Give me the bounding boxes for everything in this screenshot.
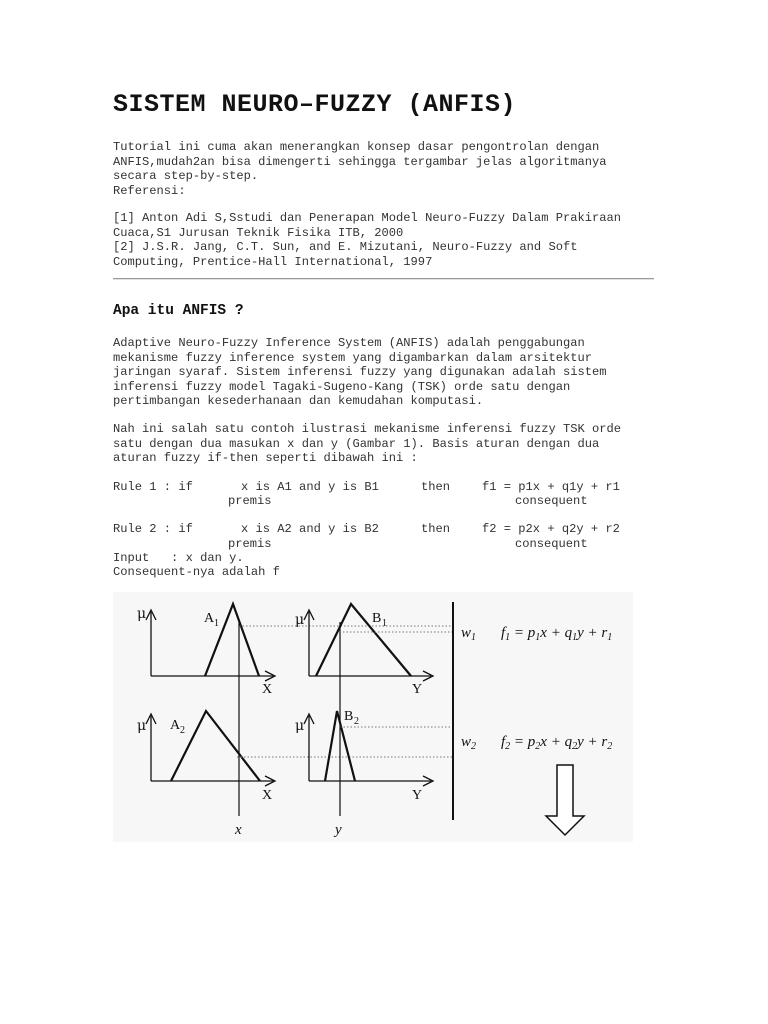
paragraph-tsk-example [113, 422, 621, 466]
references-list [113, 211, 621, 269]
label-a: A [204, 611, 215, 626]
intro-text [113, 140, 607, 198]
rule1-consequent-label: consequent [515, 494, 588, 508]
label-x: X [262, 682, 273, 697]
intro-line: Tutorial ini cuma akan menerangkan konsep dasar pengontrolan dengan [113, 140, 600, 154]
paragraph-line: jaringan syaraf. Sistem inferensi fuzzy yang digunakan adalah sistem [113, 365, 607, 379]
input-x-label: x [235, 822, 242, 838]
horizontal-divider [113, 278, 654, 280]
mu-label: μ [137, 718, 147, 734]
label-a-sub: 2 [180, 725, 185, 736]
label-x: X [262, 788, 273, 803]
reference-line: Cuaca,S1 Jurusan Teknik Fisika ITB, 2000 [113, 225, 404, 240]
rule1-premise: x is A1 and y is B1 [241, 480, 379, 494]
section-heading: Apa itu ANFIS ? [113, 303, 244, 319]
anfis-diagram [113, 592, 633, 842]
intro-line: Referensi: [113, 183, 186, 198]
equation-f2: $f_2 = p_2x + q_2y + r_2$ [501, 734, 613, 752]
consequent-line: Consequent-nya adalah f [113, 565, 280, 579]
mu-label: μ [137, 606, 147, 622]
w2-label: $w_2$ [461, 734, 477, 752]
label-b: B [344, 709, 354, 724]
input-y-label: y [335, 822, 342, 838]
label-y: Y [412, 682, 423, 697]
reference-line: [1] Anton Adi S,Sstudi dan Penerapan Model Neuro-Fuzzy Dalam Prakiraan [113, 211, 622, 225]
rule2-premise: x is A2 and y is B2 [241, 522, 379, 536]
document-title: SISTEM NEURO–FUZZY (ANFIS) [113, 90, 517, 119]
paragraph-anfis-definition [113, 336, 607, 409]
intro-line: ANFIS,mudah2an bisa dimengerti sehingga tergambar jelas algoritmanya [113, 154, 607, 169]
label-a-sub: 1 [214, 618, 219, 629]
paragraph-line: inferensi fuzzy model Tagaki-Sugeno-Kang (TSK) orde satu dengan [113, 379, 571, 394]
input-line: Input : x dan y. [113, 551, 244, 565]
rule2-consequent-label: consequent [515, 537, 588, 551]
rule2-then: then [421, 522, 451, 536]
paragraph-line: Adaptive Neuro-Fuzzy Inference System (ANFIS) adalah penggabungan [113, 336, 585, 350]
intro-line: secara step-by-step. [113, 169, 259, 183]
paragraph-line: Nah ini salah satu contoh ilustrasi mekanisme inferensi fuzzy TSK orde [113, 422, 622, 436]
paragraph-line: aturan fuzzy if-then seperti dibawah ini : [113, 451, 418, 465]
rule2-label: Rule 2 : if [113, 522, 193, 536]
rule1-label: Rule 1 : if [113, 480, 193, 494]
mu-label: μ [295, 718, 305, 734]
mu-label: μ [295, 612, 305, 628]
w1-label: $w_1$ [461, 625, 477, 643]
rule1-then: then [421, 480, 451, 494]
label-b-sub: 1 [382, 618, 387, 629]
rule1-consequent: f1 = p1x + q1y + r1 [482, 480, 620, 494]
equation-f1: $f_1 = p_1x + q_1y + r_1$ [501, 625, 613, 643]
reference-line: Computing, Prentice-Hall International, 1997 [113, 254, 433, 269]
label-a: A [170, 718, 181, 733]
paragraph-line: pertimbangan kesederhanaan dan kemudahan komputasi. [113, 394, 484, 408]
paragraph-line: satu dengan dua masukan x dan y (Gambar 1). Basis aturan dengan dua [113, 436, 600, 451]
rule2-premis-label: premis [228, 537, 272, 551]
paragraph-line: mekanisme fuzzy inference system yang digambarkan dalam arsitektur [113, 350, 592, 365]
anfis-figure [113, 592, 633, 842]
label-b-sub: 2 [354, 716, 359, 727]
reference-line: [2] J.S.R. Jang, C.T. Sun, and E. Mizutani, Neuro-Fuzzy and Soft [113, 240, 578, 254]
rule2-consequent: f2 = p2x + q2y + r2 [482, 522, 620, 536]
label-b: B [372, 611, 382, 626]
rule1-premis-label: premis [228, 494, 272, 508]
label-y: Y [412, 788, 423, 803]
